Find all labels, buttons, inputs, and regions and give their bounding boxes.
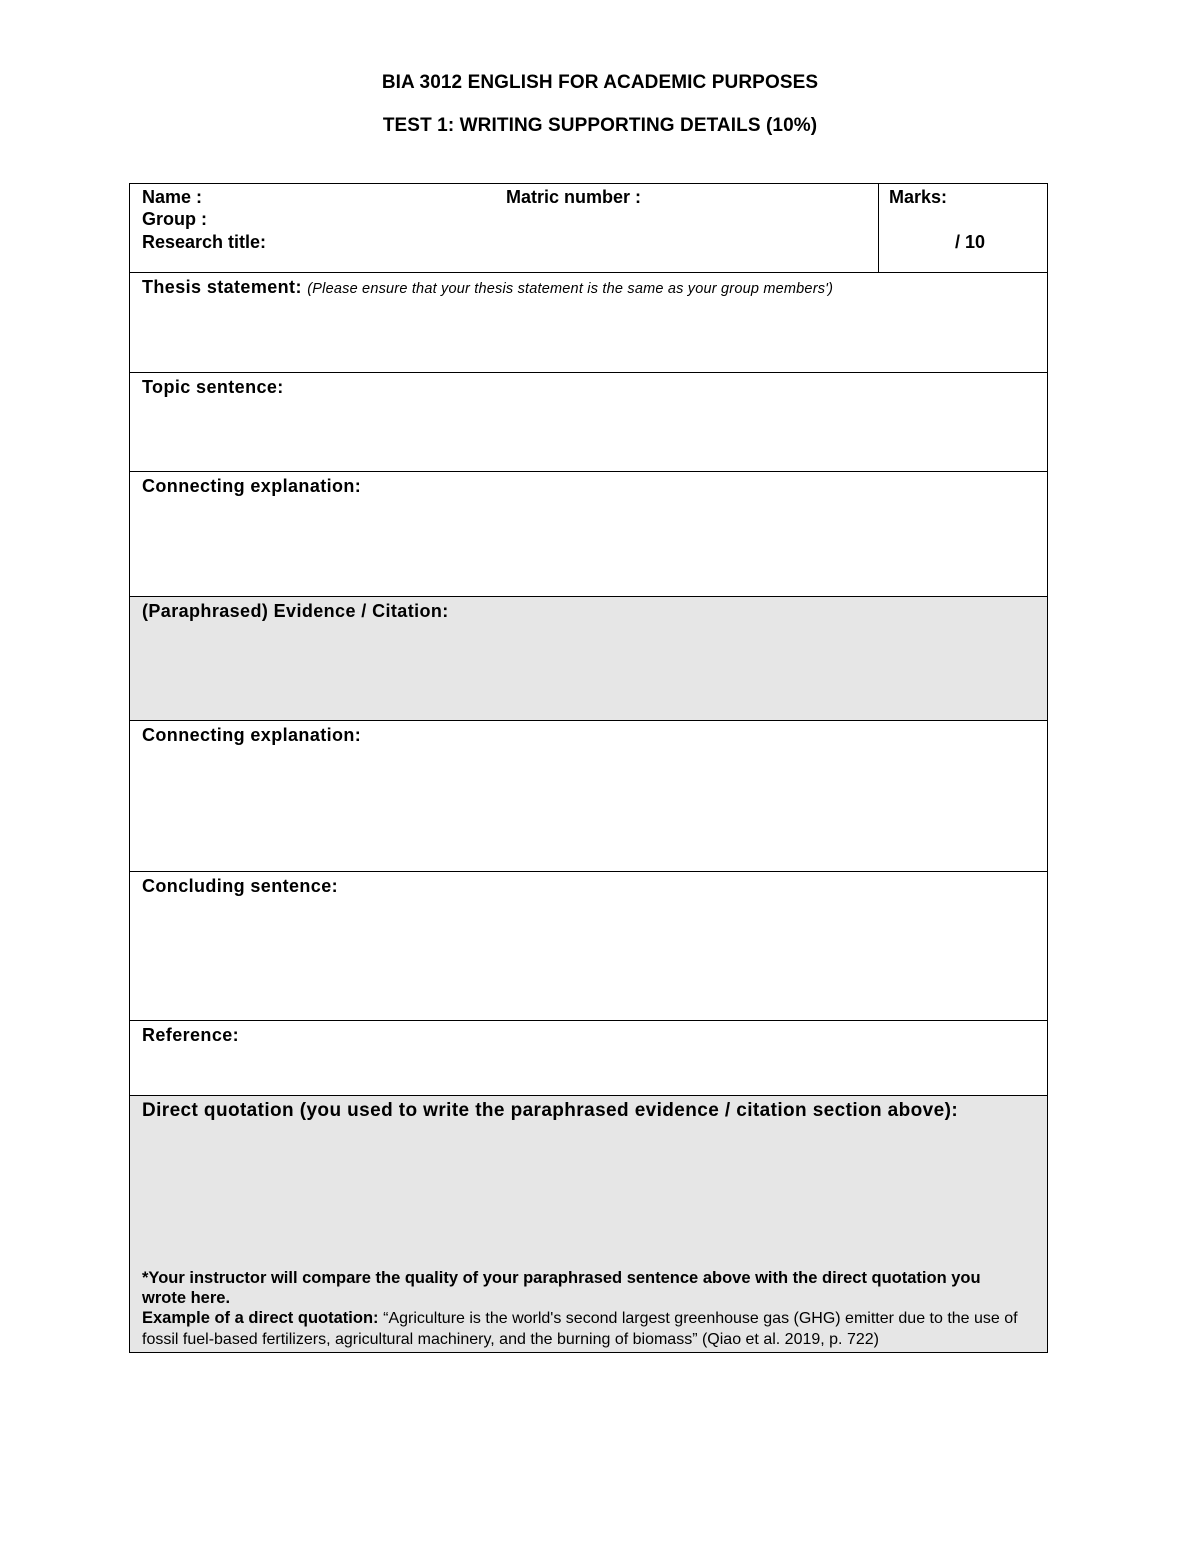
reference-row: [130, 1021, 1048, 1096]
test-title: TEST 1: WRITING SUPPORTING DETAILS (10%): [382, 115, 818, 136]
thesis-label: Thesis statement:: [142, 277, 302, 297]
matric-number-label: Matric number :: [506, 187, 642, 207]
instructor-note: *Your instructor will compare the quality of your paraphrased sentence above with the direct quotation you wrote here.: [142, 1269, 981, 1307]
concluding-cell[interactable]: [130, 872, 1048, 1021]
course-title: BIA 3012 ENGLISH FOR ACADEMIC PURPOSES: [381, 72, 819, 93]
topic-row: [130, 373, 1048, 472]
topic-cell[interactable]: [130, 373, 1048, 472]
topic-label: Topic sentence:: [142, 377, 284, 397]
evidence-label: (Paraphrased) Evidence / Citation:: [142, 601, 449, 621]
connecting-cell-1[interactable]: [130, 472, 1048, 597]
reference-cell[interactable]: [130, 1021, 1048, 1096]
marks-total: / 10: [955, 232, 986, 252]
thesis-row: [130, 273, 1048, 373]
marks-cell[interactable]: [879, 184, 1048, 273]
name-label: Name :: [142, 187, 203, 207]
connecting-label-1: Connecting explanation:: [142, 476, 362, 496]
group-label: Group :: [142, 209, 207, 229]
reference-label: Reference:: [142, 1025, 240, 1045]
concluding-label: Concluding sentence:: [142, 876, 339, 896]
quotation-cell[interactable]: [130, 1096, 1048, 1353]
student-info-row: [130, 184, 1048, 273]
example-label: Example of a direct quotation:: [142, 1309, 379, 1327]
concluding-row: [130, 872, 1048, 1021]
connecting-row-2: [130, 721, 1048, 872]
thesis-note: (Please ensure that your thesis statement is the same as your group members'): [307, 281, 834, 297]
quotation-notes: [142, 1268, 1029, 1350]
quotation-row: [130, 1096, 1048, 1353]
evidence-cell[interactable]: [130, 597, 1048, 721]
connecting-label-2: Connecting explanation:: [142, 725, 362, 745]
connecting-row-1: [130, 472, 1048, 597]
quotation-label: Direct quotation (you used to write the paraphrased evidence / citation section above):: [142, 1100, 959, 1121]
thesis-cell[interactable]: [130, 273, 1048, 373]
evidence-row: [130, 597, 1048, 721]
research-title-label: Research title:: [142, 232, 267, 252]
student-info-cell[interactable]: [130, 184, 879, 273]
example-quote: “Agriculture is the world's second largest greenhouse gas (GHG) emitter due to the use of fossil fuel-based fertilizers, agricultural machinery, and the burning of biomass” (Qiao et al. 2019, p. 722): [142, 1310, 1018, 1348]
marks-label: Marks:: [889, 187, 948, 207]
answer-form-table: [129, 183, 1048, 1353]
connecting-cell-2[interactable]: [130, 721, 1048, 872]
